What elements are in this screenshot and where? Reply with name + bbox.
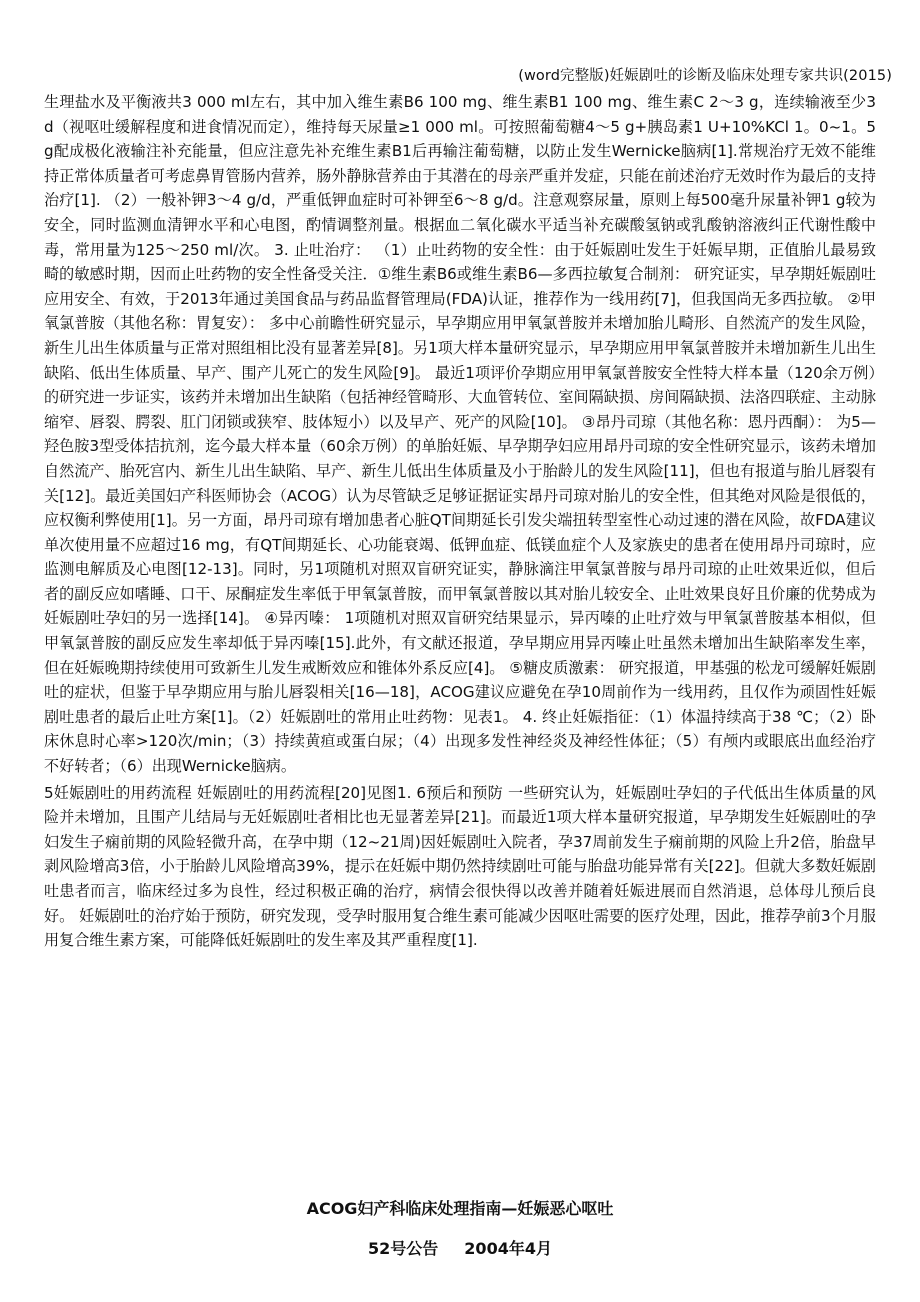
body-paragraph-1: 生理盐水及平衡液共3 000 ml左右，其中加入维生素B6 100 mg、维生素B1 100 mg、维生素C 2～3 g，连续输液至少3 d（视呕吐缓解程度和进食情况而定），维持每天尿量≥1 000 ml。可按照葡萄糖4～5 g+胰岛素1 U+10%KCl 1。0~1。5 g配成极化液输注补充能量，但应注意先补充维生素B1后再输注葡萄糖，以防止发生Wernicke脑病[1].常规治疗无效不能维持正常体质量者可考虑鼻胃管肠内营养，肠外静脉营养由于其潜在的母亲严重并发症，只能在前述治疗无效时作为最后的支持治疗[1]. （2）一般补钾3～4 g/d，严重低钾血症时可补钾至6～8 g/d。注意观察尿量，原则上每500毫升尿量补钾1 g较为安全，同时监测血清钾水平和心电图，酌情调整剂量。根据血二氧化碳水平适当补充碳酸氢钠或乳酸钠溶液纠正代谢性酸中毒，常用量为125～250 ml/次。 3. 止吐治疗： （1）止吐药物的安全性：由于妊娠剧吐发生于妊娠早期，正值胎儿最易致畸的敏感时期，因而止吐药物的安全性备受关注．①维生素B6或维生素B6—多西拉敏复合制剂： 研究证实，早孕期妊娠剧吐应用安全、有效，于2013年通过美国食品与药品监督管理局(FDA)认证，推荐作为一线用药[7]，但我国尚无多西拉敏。 ②甲氧氯普胺（其他名称：胃复安）： 多中心前瞻性研究显示，早孕期应用甲氧氯普胺并未增加胎儿畸形、自然流产的发生风险，新生儿出生体质量与正常对照组相比没有显著差异[8]。另1项大样本量研究显示，早孕期应用甲氧氯普胺并未增加新生儿出生缺陷、低出生体质量、早产、围产儿死亡的发生风险[9]。 最近1项评价孕期应用甲氧氯普胺安全性特大样本量（120余万例）的研究进一步证实，该药并未增加出生缺陷（包括神经管畸形、大血管转位、室间隔缺损、房间隔缺损、法洛四联症、主动脉缩窄、唇裂、腭裂、肛门闭锁或狭窄、肢体短小）以及早产、死产的风险[10]。 ③昂丹司琼（其他名称：恩丹西酮）： 为5—羟色胺3型受体拮抗剂，迄今最大样本量（60余万例）的单胎妊娠、早孕期孕妇应用昂丹司琼的安全性研究显示，该药未增加自然流产、胎死宫内、新生儿出生缺陷、早产、新生儿低出生体质量及小于胎龄儿的发生风险[11]，但也有报道与胎儿唇裂有关[12]。最近美国妇产科医师协会（ACOG）认为尽管缺乏足够证据证实昂丹司琼对胎儿的安全性，但其绝对风险是很低的，应权衡利弊使用[1]。另一方面，昂丹司琼有增加患者心脏QT间期延长引发尖端扭转型室性心动过速的潜在风险，故FDA建议单次使用量不应超过16 mg，有QT间期延长、心功能衰竭、低钾血症、低镁血症个人及家族史的患者在使用昂丹司琼时，应监测电解质及心电图[12-13]。同时，另1项随机对照双盲研究证实，静脉滴注甲氧氯普胺与昂丹司琼的止吐效果近似，但后者的副反应如嗜睡、口干、尿酮症发生率低于甲氧氯普胺，而甲氧氯普胺以其对胎儿较安全、止吐效果良好且价廉的优势成为妊娠剧吐孕妇的另一选择[14]。 ④异丙嗪： 1项随机对照双盲研究结果显示，异丙嗪的止吐疗效与甲氧氯普胺基本相似，但甲氧氯普胺的副反应发生率却低于异丙嗪[15].此外，有文献还报道，孕早期应用异丙嗪止吐虽然未增加出生缺陷率发生率，但在妊娠晚期持续使用可致新生儿发生戒断效应和锥体外系反应[4]。 ⑤糖皮质激素： 研究报道，甲基强的松龙可缓解妊娠剧吐的症状，但鉴于早孕期应用与胎儿唇裂相关[16—18]，ACOG建议应避免在孕10周前作为一线用药，且仅作为顽固性妊娠剧吐患者的最后止吐方案[1]。（2）妊娠剧吐的常用止吐药物：见表1。 4. 终止妊娠指征：（1）体温持续高于38 ℃；（2）卧床休息时心率>120次/min；（3）持续黄疸或蛋白尿；（4）出现多发性神经炎及神经性体征；（5）有颅内或眼底出血经治疗不好转者；（6）出现Wernicke脑病。 xyxy=(44,93,877,776)
page-header: (word完整版)妊娠剧吐的诊断及临床处理专家共识(2015) xyxy=(518,68,892,84)
body-paragraph-2: 5妊娠剧吐的用药流程 妊娠剧吐的用药流程[20]见图1. 6预后和预防 一些研究认为，妊娠剧吐孕妇的子代低出生体质量的风险并未增加，且围产儿结局与无妊娠剧吐者相比也无显著差异[21]。而最近1项大样本量研究报道，早孕期发生妊娠剧吐的孕妇发生子痫前期的风险轻微升高，在孕中期（12~21周)因妊娠剧吐入院者，孕37周前发生子痫前期的风险上升2倍，胎盘早剥风险增高3倍，小于胎龄儿风险增高39%，提示在妊娠中期仍然持续剧吐可能与胎盘功能异常有关[22]。但就大多数妊娠剧吐患者而言，临床经过多为良性，经过积极正确的治疗，病情会很快得以改善并随着妊娠进展而自然消退，总体母儿预后良好。 妊娠剧吐的治疗始于预防，研究发现，受孕时服用复合维生素可能减少因呕吐需要的医疗处理，因此，推荐孕前3个月服用复合维生素方案，可能降低妊娠剧吐的发生率及其严重程度[1]. xyxy=(44,783,876,950)
section-title: ACOG妇产科临床处理指南—妊娠恶心呕吐 xyxy=(306,1199,614,1218)
bulletin-number: 52号公告 xyxy=(368,1239,439,1258)
section-subtitle xyxy=(0,1236,920,1259)
bulletin-date: 2004年4月 xyxy=(464,1239,552,1258)
document-body xyxy=(44,90,876,953)
